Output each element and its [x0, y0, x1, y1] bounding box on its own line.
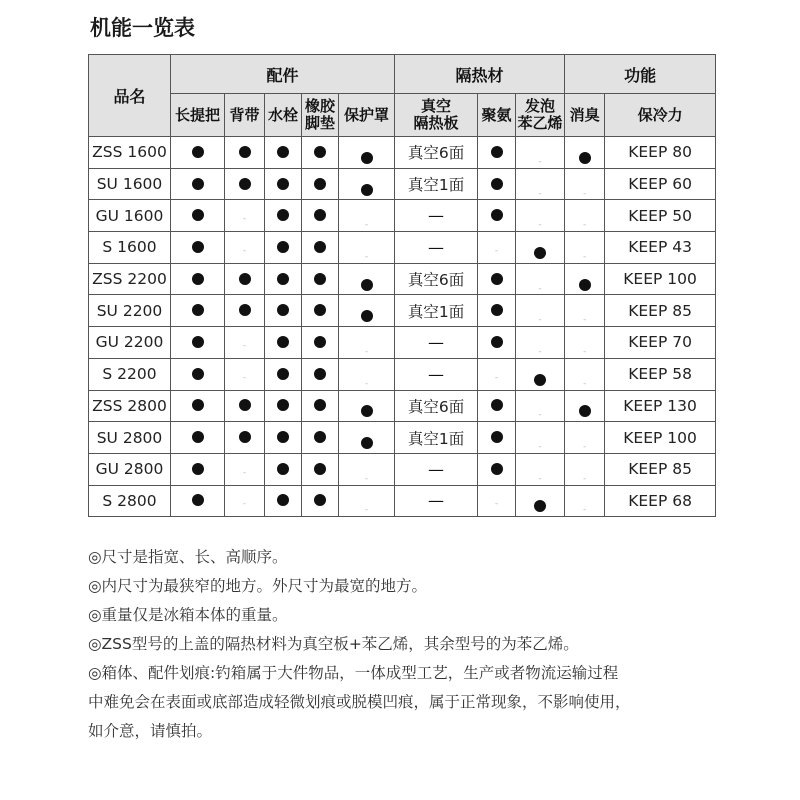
cell-vacuum-panel [395, 168, 478, 200]
accessory-dot [192, 209, 204, 221]
cell-rubber-feet [302, 200, 339, 232]
accessory-dot [277, 399, 289, 411]
model-name: S 2200 [89, 358, 171, 390]
cell-deodorant [565, 327, 605, 359]
accessory-dash: - [242, 467, 247, 478]
accessory-dot [314, 431, 326, 443]
model-name: ZSS 2200 [89, 263, 171, 295]
cell-cover [339, 485, 395, 517]
cell-styrofoam [516, 232, 565, 264]
polyurethane-dot [491, 399, 503, 411]
cell-vacuum-panel [395, 137, 478, 169]
accessory-dot [277, 178, 289, 190]
cell-rubber-feet [302, 137, 339, 169]
page-title: 机能一览表 [90, 16, 195, 40]
accessory-dot [361, 405, 373, 417]
accessory-dot [314, 241, 326, 253]
cell-rubber-feet [302, 358, 339, 390]
header-col-faucet [265, 94, 302, 137]
deodorant-dash: - [582, 473, 587, 484]
vacuum-panel-value: — [428, 237, 445, 257]
cell-strap [225, 358, 265, 390]
model-name: GU 2800 [89, 453, 171, 485]
cell-strap [225, 263, 265, 295]
cell-strap [225, 485, 265, 517]
cell-handle [171, 485, 225, 517]
header-col-cover [339, 94, 395, 137]
cell-styrofoam [516, 485, 565, 517]
cold-retention-value: KEEP 85 [605, 295, 716, 327]
cell-polyurethane [478, 485, 516, 517]
polyurethane-dot [491, 431, 503, 443]
cell-styrofoam [516, 358, 565, 390]
cell-vacuum-panel [395, 327, 478, 359]
table-row [89, 168, 716, 200]
cell-styrofoam [516, 327, 565, 359]
cell-strap [225, 200, 265, 232]
cell-handle [171, 390, 225, 422]
accessory-dash: - [364, 251, 369, 262]
cell-handle [171, 168, 225, 200]
accessory-dot [192, 146, 204, 158]
model-name: ZSS 1600 [89, 137, 171, 169]
deodorant-dash: - [582, 251, 587, 262]
cell-handle [171, 232, 225, 264]
cold-retention-value: KEEP 70 [605, 327, 716, 359]
cold-retention-value: KEEP 100 [605, 422, 716, 454]
table-row [89, 232, 716, 264]
deodorant-dash: - [582, 378, 587, 389]
function-table [88, 54, 716, 517]
cell-vacuum-panel [395, 358, 478, 390]
table-row [89, 453, 716, 485]
header-col-label: 背带 [229, 105, 260, 124]
cell-polyurethane [478, 263, 516, 295]
accessory-dot [277, 336, 289, 348]
header-col-label: 保冷力 [637, 105, 683, 124]
header-pinming: 品名 [89, 55, 171, 137]
accessory-dot [314, 273, 326, 285]
accessory-dot [192, 336, 204, 348]
styrofoam-dot [534, 247, 546, 259]
accessory-dot [239, 273, 251, 285]
accessory-dash: - [242, 499, 247, 510]
vacuum-panel-value: 真空6面 [407, 397, 465, 416]
accessory-dash: - [364, 505, 369, 516]
vacuum-panel-value: 真空1面 [407, 429, 465, 448]
cell-deodorant [565, 358, 605, 390]
cell-faucet [265, 358, 302, 390]
cell-deodorant [565, 200, 605, 232]
cell-polyurethane [478, 200, 516, 232]
cell-faucet [265, 137, 302, 169]
cell-styrofoam [516, 422, 565, 454]
cell-faucet [265, 485, 302, 517]
cell-strap [225, 453, 265, 485]
cell-faucet [265, 263, 302, 295]
vacuum-panel-value: — [428, 491, 445, 511]
accessory-dot [277, 241, 289, 253]
header-col-label: 发泡 [525, 97, 556, 115]
header-group-accessories: 配件 [171, 55, 395, 94]
cell-strap [225, 327, 265, 359]
cell-deodorant [565, 137, 605, 169]
accessory-dot [277, 304, 289, 316]
cell-cover [339, 422, 395, 454]
cell-handle [171, 422, 225, 454]
cell-handle [171, 358, 225, 390]
cold-retention-value: KEEP 58 [605, 358, 716, 390]
note-line: 中难免会在表面或底部造成轻微划痕或脱模凹痕，属于正常现象，不影响使用， [88, 693, 631, 711]
cell-strap [225, 295, 265, 327]
header-col-handle [171, 94, 225, 137]
accessory-dot [314, 463, 326, 475]
polyurethane-dot [491, 463, 503, 475]
cell-polyurethane [478, 327, 516, 359]
header-col-cold-retention [605, 94, 716, 137]
accessory-dot [192, 399, 204, 411]
cold-retention-value: KEEP 50 [605, 200, 716, 232]
accessory-dot [192, 273, 204, 285]
model-name: GU 1600 [89, 200, 171, 232]
vacuum-panel-value: — [428, 459, 445, 479]
polyurethane-dot [491, 273, 503, 285]
vacuum-panel-value: — [428, 364, 445, 384]
deodorant-dash: - [582, 188, 587, 199]
accessory-dot [239, 399, 251, 411]
notes-section [88, 543, 728, 746]
cell-faucet [265, 168, 302, 200]
vacuum-panel-value: 真空1面 [407, 176, 465, 195]
polyurethane-dot [491, 209, 503, 221]
cell-vacuum-panel [395, 422, 478, 454]
cell-faucet [265, 200, 302, 232]
vacuum-panel-value: 真空6面 [407, 144, 465, 163]
accessory-dot [192, 178, 204, 190]
vacuum-panel-value: 真空1面 [407, 302, 465, 321]
accessory-dot [277, 146, 289, 158]
cold-retention-value: KEEP 85 [605, 453, 716, 485]
model-name: GU 2200 [89, 327, 171, 359]
cell-cover [339, 327, 395, 359]
accessory-dot [239, 431, 251, 443]
accessory-dot [361, 184, 373, 196]
cell-styrofoam [516, 168, 565, 200]
model-name: SU 2800 [89, 422, 171, 454]
cell-handle [171, 263, 225, 295]
header-col-label: 隔热板 [413, 114, 459, 132]
table-row [89, 263, 716, 295]
cell-rubber-feet [302, 263, 339, 295]
cell-rubber-feet [302, 422, 339, 454]
header-col-label: 水栓 [267, 105, 298, 124]
header-group-function: 功能 [565, 55, 716, 94]
table-row [89, 200, 716, 232]
accessory-dot [314, 304, 326, 316]
cell-handle [171, 200, 225, 232]
accessory-dash: - [242, 340, 247, 351]
cell-handle [171, 137, 225, 169]
cell-rubber-feet [302, 295, 339, 327]
header-col-label: 保护罩 [344, 105, 390, 124]
cell-rubber-feet [302, 327, 339, 359]
cell-deodorant [565, 422, 605, 454]
cell-polyurethane [478, 232, 516, 264]
model-name: SU 1600 [89, 168, 171, 200]
polyurethane-dot [491, 336, 503, 348]
vacuum-panel-value: 真空6面 [407, 271, 465, 290]
accessory-dash: - [242, 372, 247, 383]
accessory-dot [361, 279, 373, 291]
accessory-dash: - [364, 473, 369, 484]
accessory-dot [314, 178, 326, 190]
polyurethane-dot [491, 178, 503, 190]
header-col-label: 长提把 [174, 105, 220, 124]
cell-vacuum-panel [395, 390, 478, 422]
styrofoam-dash: - [538, 473, 542, 484]
cell-styrofoam [516, 137, 565, 169]
accessory-dash: - [364, 220, 369, 231]
cell-styrofoam [516, 390, 565, 422]
cold-retention-value: KEEP 68 [605, 485, 716, 517]
model-name: S 2800 [89, 485, 171, 517]
styrofoam-dash: - [538, 188, 542, 199]
cell-vacuum-panel [395, 232, 478, 264]
cell-strap [225, 137, 265, 169]
cell-styrofoam [516, 295, 565, 327]
styrofoam-dash: - [538, 283, 542, 294]
note-line: 如介意，请慎拍。 [88, 722, 213, 740]
accessory-dot [192, 368, 204, 380]
accessory-dot [361, 310, 373, 322]
cell-cover [339, 390, 395, 422]
cell-polyurethane [478, 422, 516, 454]
cell-rubber-feet [302, 453, 339, 485]
accessory-dot [314, 399, 326, 411]
cell-strap [225, 232, 265, 264]
cell-cover [339, 453, 395, 485]
cell-deodorant [565, 390, 605, 422]
model-name: S 1600 [89, 232, 171, 264]
deodorant-dash: - [582, 346, 587, 357]
accessory-dot [192, 494, 204, 506]
styrofoam-dot [534, 500, 546, 512]
vacuum-panel-value: — [428, 332, 445, 352]
accessory-dot [277, 431, 289, 443]
accessory-dot [277, 368, 289, 380]
polyurethane-dot [491, 146, 503, 158]
styrofoam-dash: - [538, 315, 542, 326]
cell-styrofoam [516, 200, 565, 232]
deodorant-dot [579, 405, 591, 417]
accessory-dot [192, 431, 204, 443]
header-col-vacuum-panel [395, 94, 478, 137]
cell-rubber-feet [302, 390, 339, 422]
header-col-label: 橡胶 [304, 97, 335, 115]
cell-vacuum-panel [395, 295, 478, 327]
deodorant-dot [579, 279, 591, 291]
cold-retention-value: KEEP 130 [605, 390, 716, 422]
cold-retention-value: KEEP 100 [605, 263, 716, 295]
model-name: SU 2200 [89, 295, 171, 327]
cell-deodorant [565, 232, 605, 264]
note-line: ◎ZSS型号的上盖的隔热材料为真空板+苯乙烯，其余型号的为苯乙烯。 [88, 635, 579, 653]
header-col-deodorant [565, 94, 605, 137]
polyurethane-dash: - [494, 499, 499, 510]
note-line: ◎箱体、配件划痕:钓箱属于大件物品，一体成型工艺，生产或者物流运输过程 [88, 664, 619, 682]
cell-styrofoam [516, 263, 565, 295]
cell-styrofoam [516, 453, 565, 485]
styrofoam-dash: - [538, 220, 542, 231]
table-row [89, 422, 716, 454]
deodorant-dash: - [582, 315, 587, 326]
accessory-dot [277, 494, 289, 506]
cell-handle [171, 327, 225, 359]
note-line: ◎内尺寸为最狭窄的地方。外尺寸为最宽的地方。 [88, 577, 428, 595]
cell-deodorant [565, 295, 605, 327]
accessory-dot [277, 463, 289, 475]
deodorant-dot [579, 152, 591, 164]
cell-strap [225, 168, 265, 200]
accessory-dot [361, 437, 373, 449]
accessory-dot [239, 146, 251, 158]
header-col-label: 聚氨 [481, 105, 512, 124]
accessory-dot [239, 178, 251, 190]
cold-retention-value: KEEP 43 [605, 232, 716, 264]
styrofoam-dash: - [538, 156, 542, 167]
header-col-label: 真空 [421, 97, 452, 115]
cell-strap [225, 422, 265, 454]
cell-deodorant [565, 263, 605, 295]
cell-polyurethane [478, 137, 516, 169]
cell-polyurethane [478, 453, 516, 485]
styrofoam-dash: - [538, 346, 542, 357]
cell-vacuum-panel [395, 453, 478, 485]
cell-deodorant [565, 453, 605, 485]
accessory-dot [361, 152, 373, 164]
table-row [89, 485, 716, 517]
cell-polyurethane [478, 295, 516, 327]
cell-faucet [265, 295, 302, 327]
header-col-label: 苯乙烯 [517, 114, 563, 132]
cell-cover [339, 358, 395, 390]
accessory-dot [314, 494, 326, 506]
accessory-dash: - [242, 214, 247, 225]
polyurethane-dash: - [494, 372, 499, 383]
accessory-dot [314, 209, 326, 221]
cell-deodorant [565, 485, 605, 517]
cell-faucet [265, 390, 302, 422]
styrofoam-dash: - [538, 410, 542, 421]
accessory-dash: - [364, 378, 369, 389]
header-col-label: 脚垫 [304, 114, 335, 132]
cell-rubber-feet [302, 232, 339, 264]
vacuum-panel-value: — [428, 206, 445, 226]
accessory-dot [192, 304, 204, 316]
accessory-dot [277, 209, 289, 221]
header-col-styrofoam [516, 94, 565, 137]
deodorant-dash: - [582, 220, 587, 231]
header-col-strap [225, 94, 265, 137]
cell-rubber-feet [302, 168, 339, 200]
cell-vacuum-panel [395, 485, 478, 517]
cell-cover [339, 137, 395, 169]
deodorant-dash: - [582, 442, 587, 453]
polyurethane-dot [491, 304, 503, 316]
cell-strap [225, 390, 265, 422]
cell-polyurethane [478, 390, 516, 422]
accessory-dot [314, 146, 326, 158]
cell-polyurethane [478, 358, 516, 390]
cell-faucet [265, 453, 302, 485]
accessory-dash: - [242, 245, 247, 256]
header-col-rubber-feet [302, 94, 339, 137]
styrofoam-dot [534, 374, 546, 386]
table-row [89, 390, 716, 422]
accessory-dot [314, 368, 326, 380]
table-row [89, 295, 716, 327]
accessory-dot [192, 463, 204, 475]
cell-vacuum-panel [395, 200, 478, 232]
table-row [89, 327, 716, 359]
accessory-dot [314, 336, 326, 348]
accessory-dot [277, 273, 289, 285]
cell-handle [171, 295, 225, 327]
deodorant-dash: - [582, 505, 587, 516]
table-row [89, 358, 716, 390]
cell-faucet [265, 232, 302, 264]
note-line: ◎重量仅是冰箱本体的重量。 [88, 606, 288, 624]
accessory-dot [192, 241, 204, 253]
cell-cover [339, 232, 395, 264]
cell-rubber-feet [302, 485, 339, 517]
accessory-dash: - [364, 346, 369, 357]
header-col-polyurethane [478, 94, 516, 137]
cell-vacuum-panel [395, 263, 478, 295]
cell-cover [339, 168, 395, 200]
accessory-dot [239, 304, 251, 316]
header-col-label: 消臭 [569, 105, 600, 124]
cell-cover [339, 295, 395, 327]
cold-retention-value: KEEP 80 [605, 137, 716, 169]
model-name: ZSS 2800 [89, 390, 171, 422]
polyurethane-dash: - [494, 245, 499, 256]
styrofoam-dash: - [538, 442, 542, 453]
cell-faucet [265, 422, 302, 454]
cell-polyurethane [478, 168, 516, 200]
cell-cover [339, 200, 395, 232]
cell-handle [171, 453, 225, 485]
cell-cover [339, 263, 395, 295]
table-row [89, 137, 716, 169]
cell-faucet [265, 327, 302, 359]
header-group-insulation: 隔热材 [395, 55, 565, 94]
note-line: ◎尺寸是指宽、长、高顺序。 [88, 548, 288, 566]
cell-deodorant [565, 168, 605, 200]
cold-retention-value: KEEP 60 [605, 168, 716, 200]
